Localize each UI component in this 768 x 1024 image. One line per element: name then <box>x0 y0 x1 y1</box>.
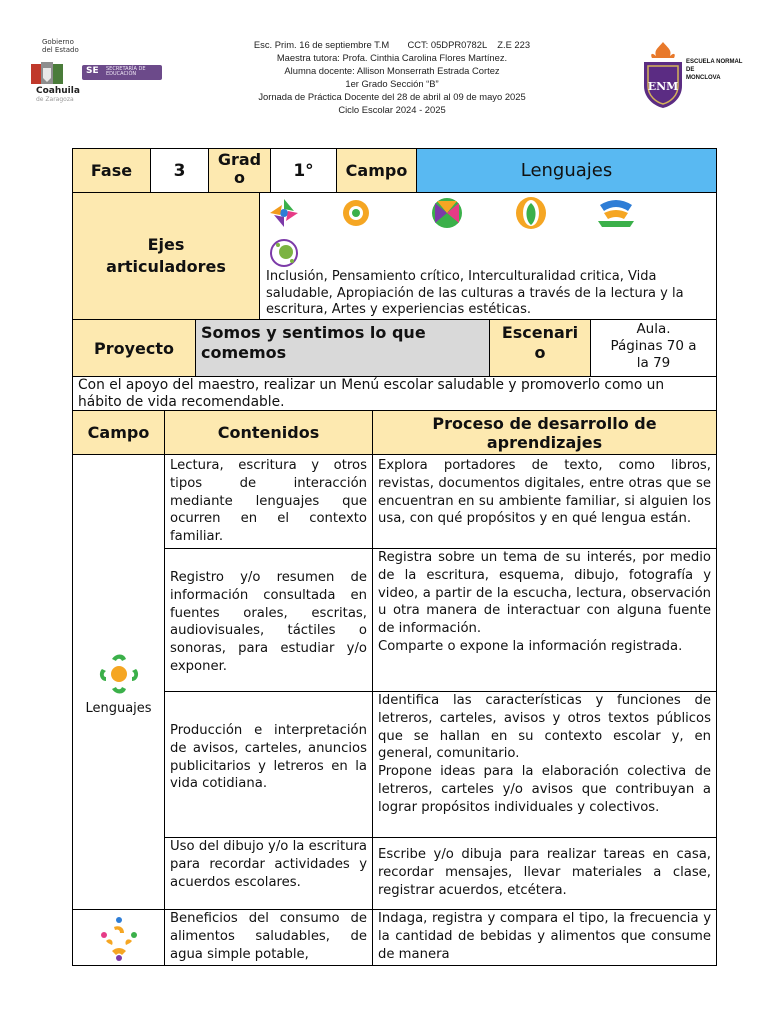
proceso-cell: Indaga, registra y compara el tipo, la frecuencia y la cantidad de bebidas y alimentos que consume de manera <box>378 911 711 962</box>
grado-label-2: o <box>234 168 245 187</box>
header-line: Maestra tutora: Profa. Cinthia Carolina Flores Martínez. <box>276 52 508 63</box>
planning-table <box>72 148 717 966</box>
grado-value: 1° <box>271 149 337 193</box>
enm-line2: MONCLOVA <box>686 75 721 81</box>
header-line: Ciclo Escolar 2024 - 2025 <box>338 104 446 115</box>
ejes-content <box>260 193 716 320</box>
lectura-escritura-icon <box>598 200 634 227</box>
proceso-cell <box>373 549 716 692</box>
ejes-label-1: Ejes <box>147 235 185 254</box>
proceso-header-1: Proceso de desarrollo de <box>432 413 657 433</box>
escenario-value <box>591 320 716 377</box>
enm-shield-icon <box>640 40 686 110</box>
gobierno-line2: del Estado <box>42 46 79 54</box>
coahuila-text: Coahuila <box>36 86 80 96</box>
ejes-label <box>73 193 260 320</box>
proyecto-value-1: Somos y sentimos lo que <box>201 323 426 342</box>
campo-value: Lenguajes <box>417 149 716 193</box>
proceso-text-extra: Comparte o expone la información registrada. <box>378 638 683 654</box>
header-line: 1er Grado Sección “B” <box>345 78 439 89</box>
gobierno-line1: Gobierno <box>42 38 74 46</box>
contenidos-column-header: Contenidos <box>165 411 373 455</box>
proceso-cell: Explora portadores de texto, como libros, revistas, documentos digitales, entre otras que se encuentran en su ambiente familiar, si alguien los usa, con qué propósitos y en qué lengua están. <box>373 455 716 549</box>
contenido-cell: Uso del dibujo y/o la escritura para recordar actividades y acuerdos escolares. <box>165 838 373 910</box>
aula-line3: la 79 <box>636 355 671 371</box>
contenido-cell: Lectura, escritura y otros tipos de interacción mediante lenguajes que ocurren en el contexto familiar. <box>165 455 373 549</box>
proceso-header-2: aprendizajes <box>486 432 603 452</box>
se-label: SE <box>86 66 99 76</box>
escenario-label-1: Escenari <box>501 323 579 342</box>
enm-line1: ESCUELA NORMAL DE <box>686 59 743 73</box>
pensamiento-critico-icon <box>343 200 369 226</box>
objetivo-text: Con el apoyo del maestro, realizar un Menú escolar saludable y promoverlo como un hábito de vida recomendable. <box>73 377 716 411</box>
campo-lenguajes-label: Lenguajes <box>85 700 152 716</box>
proyecto-value <box>196 320 490 377</box>
contenido-cell: Beneficios del consumo de alimentos saludables, de agua simple potable, <box>165 910 373 965</box>
interculturalidad-icon <box>432 198 462 228</box>
lenguajes-campo-icon <box>94 649 144 699</box>
proceso-text-extra: Propone ideas para la elaboración colectiva de letreros, carteles y/o avisos que contribuyan a lograr propósitos individuales y colectivos. <box>378 764 711 815</box>
aula-line2: Páginas 70 a <box>610 338 697 354</box>
campo-label: Campo <box>337 149 417 193</box>
fase-value: 3 <box>151 149 209 193</box>
proceso-column-header <box>373 411 716 455</box>
campo-column-header: Campo <box>73 411 165 455</box>
vida-saludable-icon <box>516 197 546 229</box>
artes-icon <box>271 240 297 266</box>
school-info-header <box>200 38 584 116</box>
saberes-campo-icon <box>96 915 142 961</box>
inclusion-icon <box>270 199 298 227</box>
proceso-text: Identifica las características y funciones de letreros, carteles, avisos y otros textos públicos que se hallan en su contexto escolar y, en general, comunitario. <box>378 693 711 762</box>
header-line: Alumna docente: Allison Monserrath Estrada Cortez <box>284 65 500 76</box>
grado-label-1: Grad <box>217 150 262 169</box>
proceso-cell: Escribe y/o dibuja para realizar tareas en casa, recordar mensajes, llevar materiales a clase, registrar acuerdos, etcétera. <box>373 838 716 910</box>
se-badge <box>82 65 162 80</box>
ejes-icons <box>264 195 704 273</box>
ejes-text: Inclusión, Pensamiento crítico, Interculturalidad critica, Vida saludable, Apropiación de las culturas a través de la lectura y la escritura, Artes y experiencias estéticas. <box>266 269 684 317</box>
proyecto-value-2: comemos <box>201 343 287 362</box>
aula-line1: Aula. <box>636 321 671 337</box>
header-line: Jornada de Práctica Docente del 28 de abril al 09 de mayo 2025 <box>258 91 526 102</box>
escenario-label <box>490 320 591 377</box>
grado-label <box>209 149 271 193</box>
contenido-cell: Producción e interpretación de avisos, carteles, anuncios publicitarios y letreros en la vida cotidiana. <box>165 692 373 838</box>
header-line: Esc. Prim. 16 de septiembre T.M CCT: 05DPR0782L Z.E 223 <box>253 39 531 50</box>
proyecto-label: Proyecto <box>73 320 196 377</box>
se-sub: SECRETARÍA DE EDUCACIÓN <box>106 66 146 77</box>
campo-saberes-cell <box>73 910 165 965</box>
proceso-cell <box>373 692 716 838</box>
fase-label: Fase <box>73 149 151 193</box>
enm-logo <box>640 40 750 110</box>
ejes-label-2: articuladores <box>106 257 226 276</box>
zaragoza-text: de Zaragoza <box>36 96 74 103</box>
gobierno-coahuila-logo <box>30 38 146 108</box>
contenido-cell: Registro y/o resumen de información consultada en fuentes orales, escritas, audiovisuales, táctiles o sonoras, para estudiar y/o exponer. <box>165 549 373 692</box>
proceso-text: Registra sobre un tema de su interés, por medio de la escritura, esquema, dibujo, fotografía y video, a partir de la escucha, lectura, observación u otra manera de interactuar con alguna fuente de información. <box>378 550 711 637</box>
coahuila-emblem-icon <box>30 60 64 86</box>
campo-lenguajes-cell <box>73 455 165 910</box>
enm-badge-text: ENM <box>647 80 679 93</box>
escenario-label-2: o <box>534 343 546 362</box>
